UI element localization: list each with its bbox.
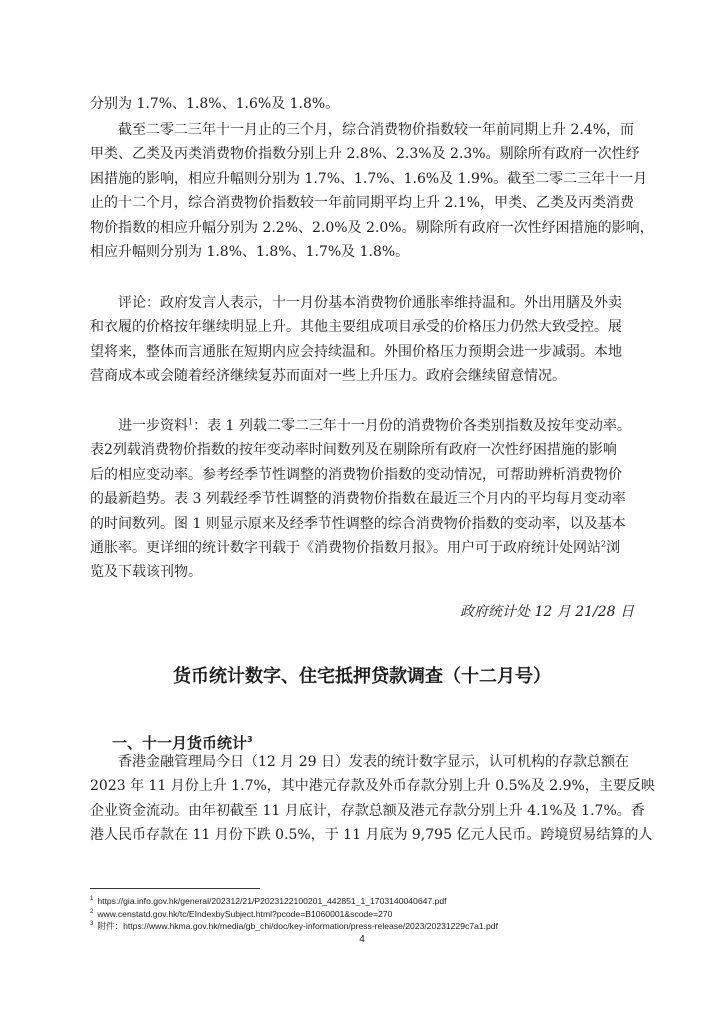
footnote-item <box>90 908 650 921</box>
text-line: 和衣履的价格按年继续明显上升。其他主要组成项目承受的价格压力仍然大致受控。展 <box>90 319 622 336</box>
text-line: 览及下载该刊物。 <box>90 564 202 581</box>
text-line: 望将来，整体而言通胀在短期内应会持续温和。外围价格压力预期会进一步减弱。本地 <box>90 343 622 360</box>
heading-text: 一、十一月货币统计 <box>112 734 248 752</box>
text-line: 港人民币存款在 11 月份下跌 0.5%，于 11 月底为 9,795 亿元人民币。跨境贸易结算的人 <box>90 827 653 844</box>
text-line: 截至二零二三年十一月止的三个月，综合消费物价指数较一年前同期上升 2.4%，而 <box>118 122 635 138</box>
paragraph-further-info <box>90 414 636 585</box>
text-line: 香港金融管理局今日（12 月 29 日）发表的统计数字显示，认可机构的存款总额在 <box>118 754 629 770</box>
paragraph-continuation <box>90 92 636 116</box>
paragraph-three-month-cpi <box>90 118 654 264</box>
footnote-ref[interactable]: 3 <box>247 735 253 744</box>
text-line: 甲类、乙类及丙类消费物价指数分别上升 2.8%、2.3%及 2.3%。剔除所有政府一次性纾 <box>90 146 640 163</box>
footnote-ref[interactable]: 2 <box>601 539 607 549</box>
paragraph-commentary <box>90 291 636 389</box>
text-segment: ：表 1 列载二零二三年十一月份的消费物价各类别指数及按年变动率。 <box>193 418 631 434</box>
footnote-divider <box>90 888 260 889</box>
text-line: 后的相应变动率。参考经季节性调整的消费物价指数的变动情况，可帮助辨析消费物价 <box>90 466 622 483</box>
footnote-link[interactable]: www.censtatd.gov.hk/tc/EIndexbySubject.html?pcode=B1060001&scode=270 <box>97 908 393 919</box>
text-line: 2023 年 11 月份上升 1.7%，其中港元存款及外币存款分别上升 0.5%及 2.9%，主要反映 <box>90 778 655 795</box>
text-line <box>90 536 636 560</box>
text-line: 营商成本或会随着经济继续复苏而面对一些上升压力。政府会继续留意情况。 <box>90 368 566 385</box>
text-segment: 浏 <box>606 540 621 557</box>
text-line: 分别为 1.7%、1.8%、1.6%及 1.8%。 <box>90 96 340 112</box>
text-line: 评论：政府发言人表示，十一月份基本消费物价通胀率维持温和。外出用膳及外卖 <box>118 295 622 311</box>
footnotes <box>90 895 650 933</box>
signature: 政府统计处 12 月 21/28 日 <box>460 604 634 620</box>
footnote-link[interactable]: https://gia.info.gov.hk/general/202312/21/P2023122100201_442851_1_1703140040647.pdf <box>97 896 447 906</box>
footnote-number: 1 <box>90 896 94 903</box>
text-line: 物价指数的相应升幅分别为 2.2%、2.0%及 2.0%。剔除所有政府一次性纾困措施的影响， <box>90 219 654 236</box>
text-line: 困措施的影响，相应升幅则分别为 1.7%、1.7%、1.6%及 1.9%。截至二零二三年十一月 <box>90 170 648 187</box>
text-line: 企业资金流动。由年初截至 11 月底计，存款总额及港元存款分别上升 4.1%及 1.7%。香 <box>90 802 645 819</box>
section-title: 货币统计数字、住宅抵押贷款调查（十二月号） <box>173 666 551 687</box>
footnote-link[interactable]: 附件：https://www.hkma.gov.hk/media/gb_chi/doc/key-information/press-release/2023/20231229c7a1.pdf <box>97 921 498 931</box>
footnote-item <box>90 920 650 933</box>
footnote-ref[interactable]: 1 <box>188 417 194 427</box>
text-line: 的最新趋势。表 3 列载经季节性调整的消费物价指数在最近三个月内的平均每月变动率 <box>90 491 626 508</box>
text-line: 相应升幅则分别为 1.8%、1.8%、1.7%及 1.8%。 <box>90 244 410 261</box>
page-number: 4 <box>359 934 365 945</box>
footnote-item <box>90 895 650 908</box>
text-line: 表2列载消费物价指数的按年变动率时间数列及在剔除所有政府一次性纾困措施的影响 <box>90 442 617 459</box>
footnote-number: 2 <box>90 908 94 915</box>
paragraph-monetary-stats <box>90 750 655 848</box>
text-segment: 通胀率。更详细的统计数字刊载于《消费物价指数月报》。用户可于政府统计处网站 <box>90 540 601 557</box>
text-line <box>90 414 636 438</box>
text-segment: 进一步资料 <box>118 418 188 434</box>
text-line: 的时间数列。图 1 则显示原来及经季节性调整的综合消费物价指数的变动率，以及基本 <box>90 515 626 532</box>
text-line: 止的十二个月，综合消费物价指数较一年前同期平均上升 2.1%，甲类、乙类及丙类消费 <box>90 195 635 212</box>
footnote-number: 3 <box>90 921 94 928</box>
